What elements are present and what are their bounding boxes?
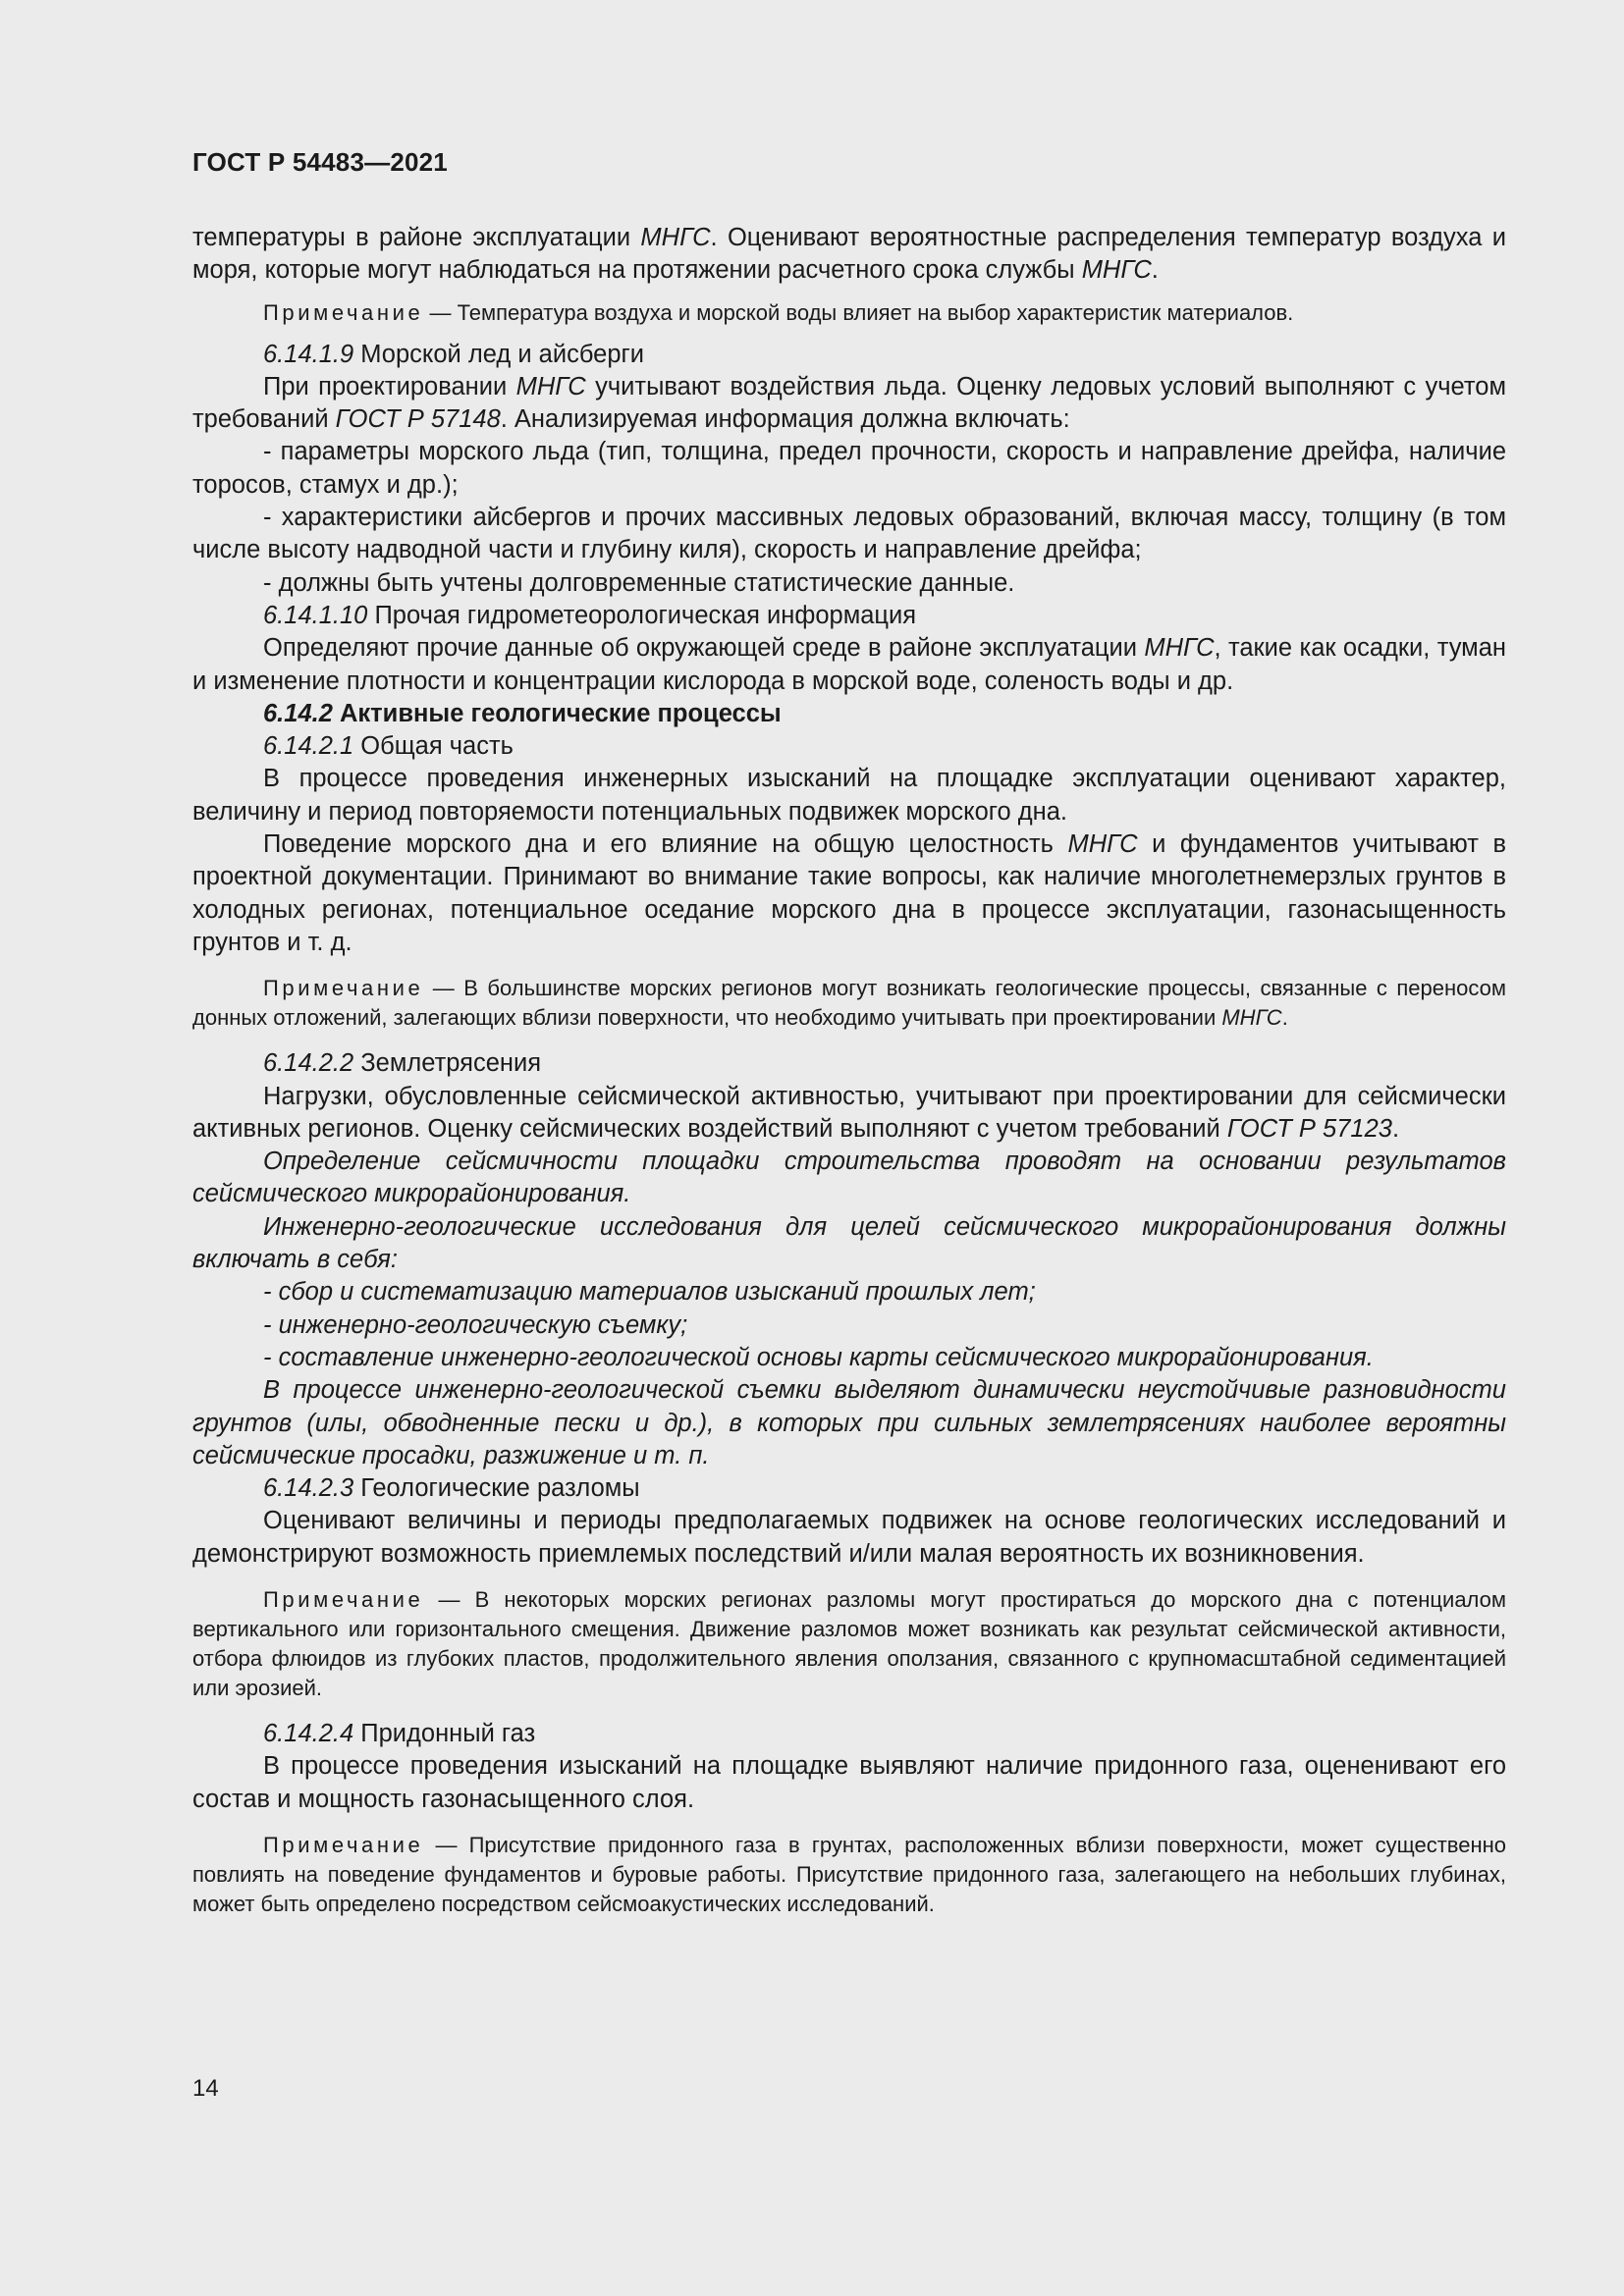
paragraph-other-data: Определяют прочие данные об окружающей среде в районе эксплуатации МНГС, такие как осадки, туман и изменение плотности и концентрации кислорода в морской воде, соленость воды и др.: [192, 634, 1506, 695]
paragraph-faults: Оценивают величины и периоды предполагаемых подвижек на основе геологических исследований и демонстрируют возможность приемлемых последствий и/или малая вероятность их возникновения.: [192, 1507, 1506, 1568]
list-item-sea-ice: - параметры морского льда (тип, толщина, предел прочности, скорость и направление дрейфа, наличие торосов, стамух и др.);: [192, 438, 1506, 499]
note-shallow-gas: Примечание — Присутствие придонного газа в грунтах, расположенных вблизи поверхности, может существенно повлиять на поведение фундаментов и буровые работы. Присутствие придонного газа, залегающего на небольших глубинах, может быть определено посредством сейсмоакустических исследований.: [192, 1832, 1506, 1916]
paragraph-seabed-movements: В процессе проведения инженерных изысканий на площадке эксплуатации оценивают характер, величину и период повторяемости потенциальных подвижек морского дна.: [192, 765, 1506, 826]
section-6-14-2-4-heading: 6.14.2.4 Придонный газ: [263, 1719, 536, 1747]
list-item-survey: - инженерно-геологическую съемку;: [263, 1310, 688, 1339]
paragraph-temperature: температуры в районе эксплуатации МНГС. Оценивают вероятностные распределения температур воздуха и моря, которые могут наблюдаться на протяжении расчетного срока службы МНГС.: [192, 224, 1506, 285]
list-item-statistics: - должны быть учтены долговременные статистические данные.: [263, 568, 1015, 597]
note-geological-processes: Примечание — В большинстве морских регионов могут возникать геологические процессы, связанные с переносом донных отложений, залегающих вблизи поверхности, что необходимо учитывать при проектировании МНГС.: [192, 976, 1506, 1031]
note-temperature: Примечание — Температура воздуха и морской воды влияет на выбор характеристик материалов.: [263, 299, 1294, 325]
paragraph-shallow-gas: В процессе проведения изысканий на площадке выявляют наличие придонного газа, оцененивают его состав и мощность газонасыщенного слоя.: [192, 1752, 1506, 1813]
document-header-id: ГОСТ Р 54483—2021: [192, 147, 448, 177]
note-label: Примечание: [263, 1586, 424, 1612]
note-label: Примечание: [263, 1832, 424, 1857]
page-number: 14: [192, 2075, 219, 2102]
section-6-14-1-10-heading: 6.14.1.10 Прочая гидрометеорологическая информация: [263, 601, 917, 629]
list-item-collection: - сбор и систематизацию материалов изысканий прошлых лет;: [263, 1278, 1036, 1307]
paragraph-investigations: Инженерно-геологические исследования для целей сейсмического микрорайонирования должны включать в себя:: [192, 1212, 1506, 1274]
paragraph-soil-varieties: В процессе инженерно-геологической съемки выделяют динамически неустойчивые разновидности грунтов (илы, обводненные пески и др.), в которых при сильных землетрясениях наиболее вероятны сейсмические просадки, разжижение и т. п.: [192, 1376, 1506, 1469]
section-6-14-2-2-heading: 6.14.2.2 Землетрясения: [263, 1049, 542, 1078]
section-6-14-2-1-heading: 6.14.2.1 Общая часть: [263, 732, 514, 761]
note-label: Примечание: [263, 976, 424, 1001]
paragraph-seismic-loads: Нагрузки, обусловленные сейсмической активностью, учитывают при проектировании для сейсмически активных регионов. Оценку сейсмических воздействий выполняют с учетом требований ГОСТ Р 57123.: [192, 1082, 1506, 1143]
section-6-14-2-3-heading: 6.14.2.3 Геологические разломы: [263, 1474, 640, 1503]
page-content: [192, 222, 1506, 1919]
paragraph-seabed-behavior: Поведение морского дна и его влияние на общую целостность МНГС и фундаментов учитывают в проектной документации. Принимают во внимание такие вопросы, как наличие многолетнемерзлых грунтов в холодных регионах, потенциальное оседание морского дна в процессе эксплуатации, газонасыщенность грунтов и т. д.: [192, 830, 1506, 956]
list-item-map-basis: - составление инженерно-геологической основы карты сейсмического микрорайонирования.: [263, 1343, 1374, 1371]
list-item-icebergs: - характеристики айсбергов и прочих массивных ледовых образований, включая массу, толщину (в том числе высоту надводной части и глубину киля), скорость и направление дрейфа;: [192, 504, 1506, 564]
paragraph-ice-design: При проектировании МНГС учитывают воздействия льда. Оценку ледовых условий выполняют с учетом требований ГОСТ Р 57148. Анализируемая информация должна включать:: [192, 372, 1506, 434]
paragraph-seismicity: Определение сейсмичности площадки строительства проводят на основании результатов сейсмического микрорайонирования.: [192, 1148, 1506, 1208]
section-6-14-2-heading: 6.14.2 Активные геологические процессы: [263, 699, 782, 727]
note-faults: Примечание — В некоторых морских регионах разломы могут простираться до морского дна с потенциалом вертикального или горизонтального смещения. Движение разломов может возникать как результат сейсмической активности, отбора флюидов из глубоких пластов, продолжительного явления оползания, связанного с крупномасштабной седиментацией или эрозией.: [192, 1586, 1506, 1700]
note-label: Примечание: [263, 299, 424, 325]
section-6-14-1-9-heading: 6.14.1.9 Морской лед и айсберги: [263, 340, 645, 368]
